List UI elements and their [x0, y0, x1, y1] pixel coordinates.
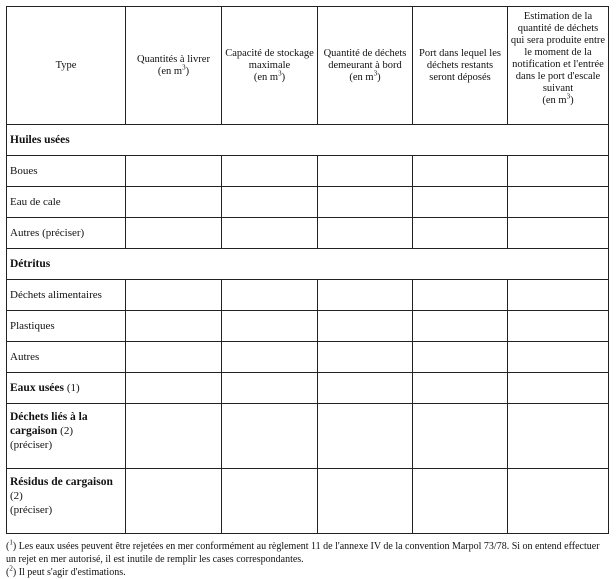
header-estimated-waste: Estimation de la quantité de déchets qui sera produite entre le moment de la notification et l'entrée dans le port d'escale suivant (en $m^3$) — [508, 7, 609, 125]
table-row — [7, 156, 609, 187]
row-label: Déchets alimentaires — [7, 280, 126, 311]
input-cell[interactable] — [508, 404, 609, 469]
input-cell[interactable] — [318, 187, 413, 218]
input-cell[interactable] — [126, 218, 222, 249]
row-label: Boues — [7, 156, 126, 187]
input-cell[interactable] — [413, 373, 508, 404]
input-cell[interactable] — [222, 280, 318, 311]
input-cell[interactable] — [126, 469, 222, 534]
input-cell[interactable] — [126, 342, 222, 373]
input-cell[interactable] — [318, 404, 413, 469]
table-row — [7, 311, 609, 342]
section-label: Détritus — [7, 249, 508, 280]
input-cell[interactable] — [318, 311, 413, 342]
input-cell[interactable] — [413, 218, 508, 249]
input-cell[interactable] — [318, 218, 413, 249]
input-cell[interactable] — [222, 218, 318, 249]
waste-declaration-form — [6, 6, 608, 579]
input-cell[interactable] — [222, 404, 318, 469]
section-label: Huiles usées — [7, 125, 508, 156]
input-cell[interactable] — [508, 469, 609, 534]
input-cell[interactable] — [508, 311, 609, 342]
input-cell[interactable] — [222, 373, 318, 404]
table-row-cargo-waste — [7, 404, 609, 469]
table-row-cargo-residues — [7, 469, 609, 534]
input-cell[interactable] — [126, 187, 222, 218]
table-row-sewage — [7, 373, 609, 404]
input-cell[interactable] — [508, 280, 609, 311]
input-cell[interactable] — [318, 280, 413, 311]
input-cell[interactable] — [508, 342, 609, 373]
footnote-1: ($^1$) Les eaux usées peuvent être rejetées en mer conformément au règlement 11 de l'annexe IV de la convention Marpol 73/78. Si on entend effectuer un rejet en mer autorisé, il est inutile de remplir les cases correspondantes. — [6, 538, 600, 565]
footnotes — [6, 540, 608, 579]
header-port-of-delivery: Port dans lequel les déchets restants seront déposés — [413, 7, 508, 125]
input-cell[interactable] — [222, 156, 318, 187]
section-row-used-oils — [7, 125, 609, 156]
input-cell[interactable] — [126, 373, 222, 404]
input-cell[interactable] — [413, 187, 508, 218]
row-label: Eau de cale — [7, 187, 126, 218]
header-waste-on-board: Quantité de déchets demeurant à bord (en $m^3$) — [318, 7, 413, 125]
table-row — [7, 280, 609, 311]
input-cell[interactable] — [222, 342, 318, 373]
input-cell[interactable] — [508, 218, 609, 249]
input-cell[interactable] — [126, 311, 222, 342]
header-row — [7, 7, 609, 125]
row-label: Plastiques — [7, 311, 126, 342]
row-label: Eaux usées (1) — [7, 373, 126, 404]
input-cell[interactable] — [222, 311, 318, 342]
input-cell[interactable] — [222, 469, 318, 534]
input-cell[interactable] — [508, 187, 609, 218]
row-label: Autres (préciser) — [7, 218, 126, 249]
input-cell[interactable] — [413, 280, 508, 311]
row-label: Autres — [7, 342, 126, 373]
waste-table — [6, 6, 609, 534]
input-cell[interactable] — [126, 280, 222, 311]
header-quantities-to-deliver: Quantités à livrer (en $m^3$) — [126, 7, 222, 125]
input-cell[interactable] — [318, 373, 413, 404]
table-row — [7, 218, 609, 249]
table-row — [7, 342, 609, 373]
header-max-storage: Capacité de stockage maximale (en $m^3$) — [222, 7, 318, 125]
input-cell[interactable] — [413, 404, 508, 469]
input-cell[interactable] — [318, 469, 413, 534]
input-cell[interactable] — [413, 156, 508, 187]
footnote-2: ($^2$) Il peut s'agir d'estimations. — [6, 564, 126, 578]
input-cell[interactable] — [222, 187, 318, 218]
header-type: Type — [7, 7, 126, 125]
input-cell[interactable] — [318, 342, 413, 373]
input-cell[interactable] — [126, 156, 222, 187]
input-cell[interactable] — [318, 156, 413, 187]
row-label: Résidus de cargaison (2) (préciser) — [7, 469, 126, 534]
input-cell[interactable] — [413, 311, 508, 342]
input-cell[interactable] — [126, 404, 222, 469]
section-row-garbage — [7, 249, 609, 280]
table-row — [7, 187, 609, 218]
input-cell[interactable] — [413, 469, 508, 534]
input-cell[interactable] — [508, 373, 609, 404]
row-label: Déchets liés à la cargaison (2) (préciser) — [7, 404, 126, 469]
input-cell[interactable] — [508, 156, 609, 187]
input-cell[interactable] — [413, 342, 508, 373]
